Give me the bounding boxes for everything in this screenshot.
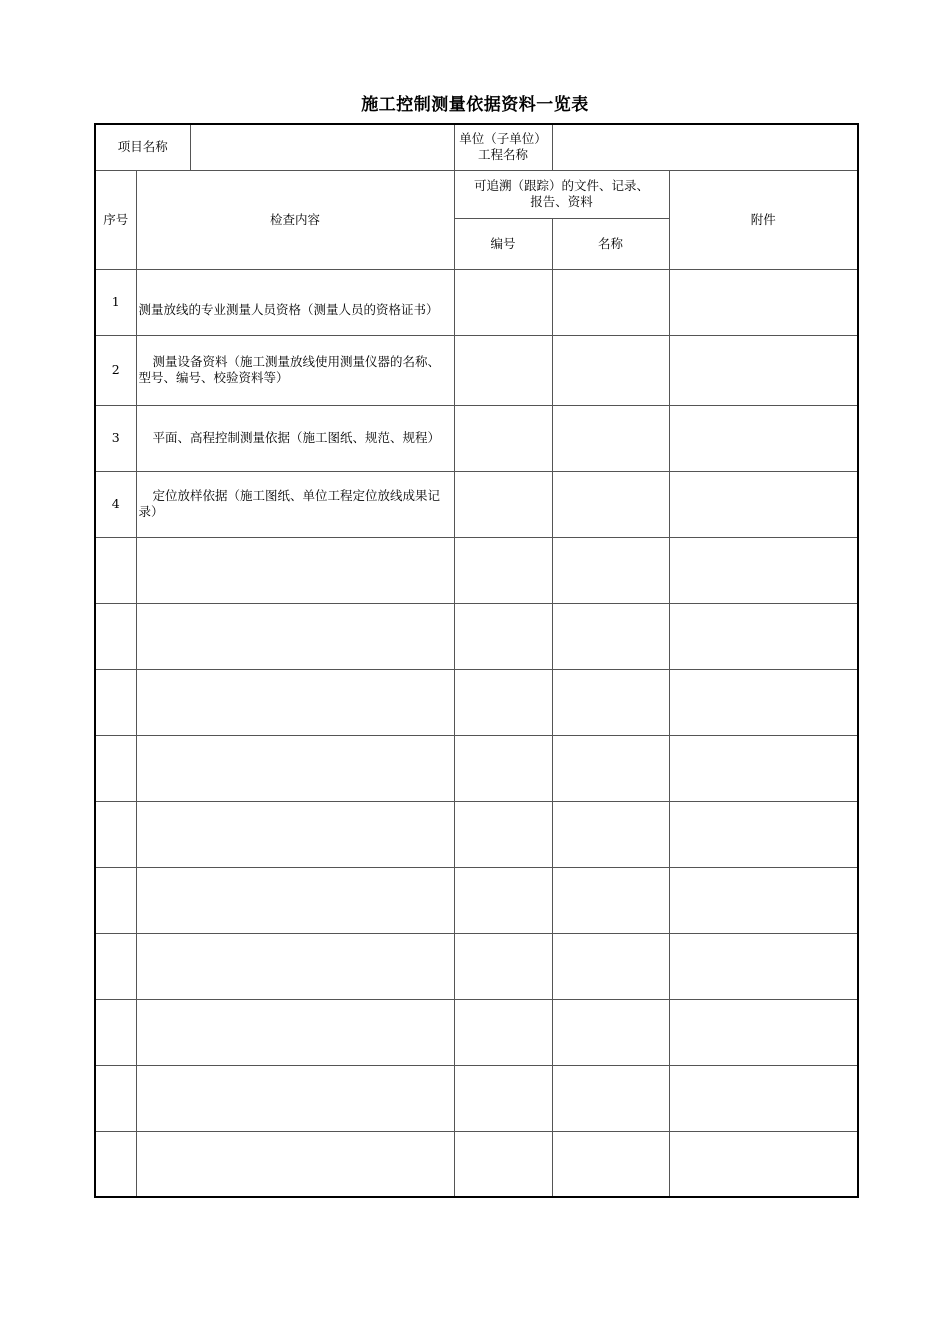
document-title: 施工控制测量依据资料一览表 (361, 95, 589, 115)
row-content[interactable] (136, 1131, 454, 1197)
project-name-field[interactable] (190, 124, 454, 170)
row-number-cell[interactable] (454, 471, 552, 537)
row-name-cell[interactable] (552, 335, 669, 405)
traceable-docs-header-text: 可追溯（跟踪）的文件、记录、报告、资料 (474, 178, 650, 209)
row-attachment-cell[interactable] (669, 669, 858, 735)
row-number-cell[interactable] (454, 669, 552, 735)
row-attachment-cell[interactable] (669, 933, 858, 999)
row-attachment-cell[interactable] (669, 471, 858, 537)
row-attachment-cell[interactable] (669, 269, 858, 335)
row-content (136, 405, 454, 471)
row-seq (95, 1131, 136, 1197)
row-attachment-cell[interactable] (669, 999, 858, 1065)
row-name-cell[interactable] (552, 669, 669, 735)
row-name-cell[interactable] (552, 801, 669, 867)
project-name-label: 项目名称 (95, 124, 190, 170)
project-info-row (95, 124, 858, 170)
row-name-cell[interactable] (552, 471, 669, 537)
table-row (95, 335, 858, 405)
row-number-cell[interactable] (454, 537, 552, 603)
row-content-text: 平面、高程控制测量依据（施工图纸、规范、规程） (152, 430, 441, 445)
row-content (136, 269, 454, 335)
row-content-text: 测量放线的专业测量人员资格（测量人员的资格证书） (138, 302, 439, 317)
row-content[interactable] (136, 669, 454, 735)
row-attachment-cell[interactable] (669, 735, 858, 801)
row-name-cell[interactable] (552, 405, 669, 471)
row-number-cell[interactable] (454, 405, 552, 471)
row-seq (95, 933, 136, 999)
table-row (95, 1065, 858, 1131)
row-seq: 3 (95, 405, 136, 471)
row-name-cell[interactable] (552, 933, 669, 999)
row-content[interactable] (136, 603, 454, 669)
table-row (95, 669, 858, 735)
row-name-cell[interactable] (552, 1131, 669, 1197)
row-attachment-cell[interactable] (669, 405, 858, 471)
row-content[interactable] (136, 537, 454, 603)
row-attachment-cell[interactable] (669, 801, 858, 867)
row-attachment-cell[interactable] (669, 335, 858, 405)
table-row (95, 999, 858, 1065)
row-number-cell[interactable] (454, 1131, 552, 1197)
table-row (95, 269, 858, 335)
row-number-cell[interactable] (454, 933, 552, 999)
row-content[interactable] (136, 801, 454, 867)
table-row (95, 405, 858, 471)
row-content (136, 471, 454, 537)
row-attachment-cell[interactable] (669, 1065, 858, 1131)
row-seq (95, 537, 136, 603)
inspection-form-table (94, 123, 859, 1198)
row-seq (95, 867, 136, 933)
table-row (95, 801, 858, 867)
row-name-cell[interactable] (552, 999, 669, 1065)
unit-name-field[interactable] (552, 124, 858, 170)
seq-header: 序号 (95, 170, 136, 269)
row-seq (95, 735, 136, 801)
row-attachment-cell[interactable] (669, 537, 858, 603)
row-seq (95, 999, 136, 1065)
traceable-docs-header (454, 170, 669, 218)
table-row (95, 933, 858, 999)
row-number-cell[interactable] (454, 603, 552, 669)
row-content[interactable] (136, 735, 454, 801)
row-content-text: 定位放样依据（施工图纸、单位工程定位放线成果记录） (138, 488, 441, 519)
row-number-cell[interactable] (454, 867, 552, 933)
row-name-cell[interactable] (552, 603, 669, 669)
unit-name-label: 单位（子单位）工程名称 (454, 124, 552, 170)
row-seq (95, 1065, 136, 1131)
table-row (95, 537, 858, 603)
row-seq: 2 (95, 335, 136, 405)
row-number-cell[interactable] (454, 1065, 552, 1131)
header-row-1 (95, 170, 858, 218)
row-content[interactable] (136, 1065, 454, 1131)
table-row (95, 603, 858, 669)
number-header: 编号 (454, 218, 552, 269)
row-name-cell[interactable] (552, 269, 669, 335)
row-content[interactable] (136, 867, 454, 933)
row-attachment-cell[interactable] (669, 867, 858, 933)
name-header: 名称 (552, 218, 669, 269)
row-number-cell[interactable] (454, 335, 552, 405)
row-seq (95, 801, 136, 867)
row-name-cell[interactable] (552, 537, 669, 603)
table-row (95, 471, 858, 537)
row-name-cell[interactable] (552, 735, 669, 801)
row-seq (95, 669, 136, 735)
row-content[interactable] (136, 933, 454, 999)
row-content[interactable] (136, 999, 454, 1065)
row-content-text: 测量设备资料（施工测量放线使用测量仪器的名称、型号、编号、校验资料等） (138, 354, 441, 385)
row-seq: 4 (95, 471, 136, 537)
row-number-cell[interactable] (454, 999, 552, 1065)
row-number-cell[interactable] (454, 269, 552, 335)
row-number-cell[interactable] (454, 801, 552, 867)
row-content (136, 335, 454, 405)
row-attachment-cell[interactable] (669, 1131, 858, 1197)
attachment-header: 附件 (669, 170, 858, 269)
table-row (95, 1131, 858, 1197)
row-name-cell[interactable] (552, 1065, 669, 1131)
row-number-cell[interactable] (454, 735, 552, 801)
table-row (95, 867, 858, 933)
table-row (95, 735, 858, 801)
row-name-cell[interactable] (552, 867, 669, 933)
row-seq (95, 603, 136, 669)
row-attachment-cell[interactable] (669, 603, 858, 669)
content-header: 检查内容 (136, 170, 454, 269)
row-seq: 1 (95, 269, 136, 335)
